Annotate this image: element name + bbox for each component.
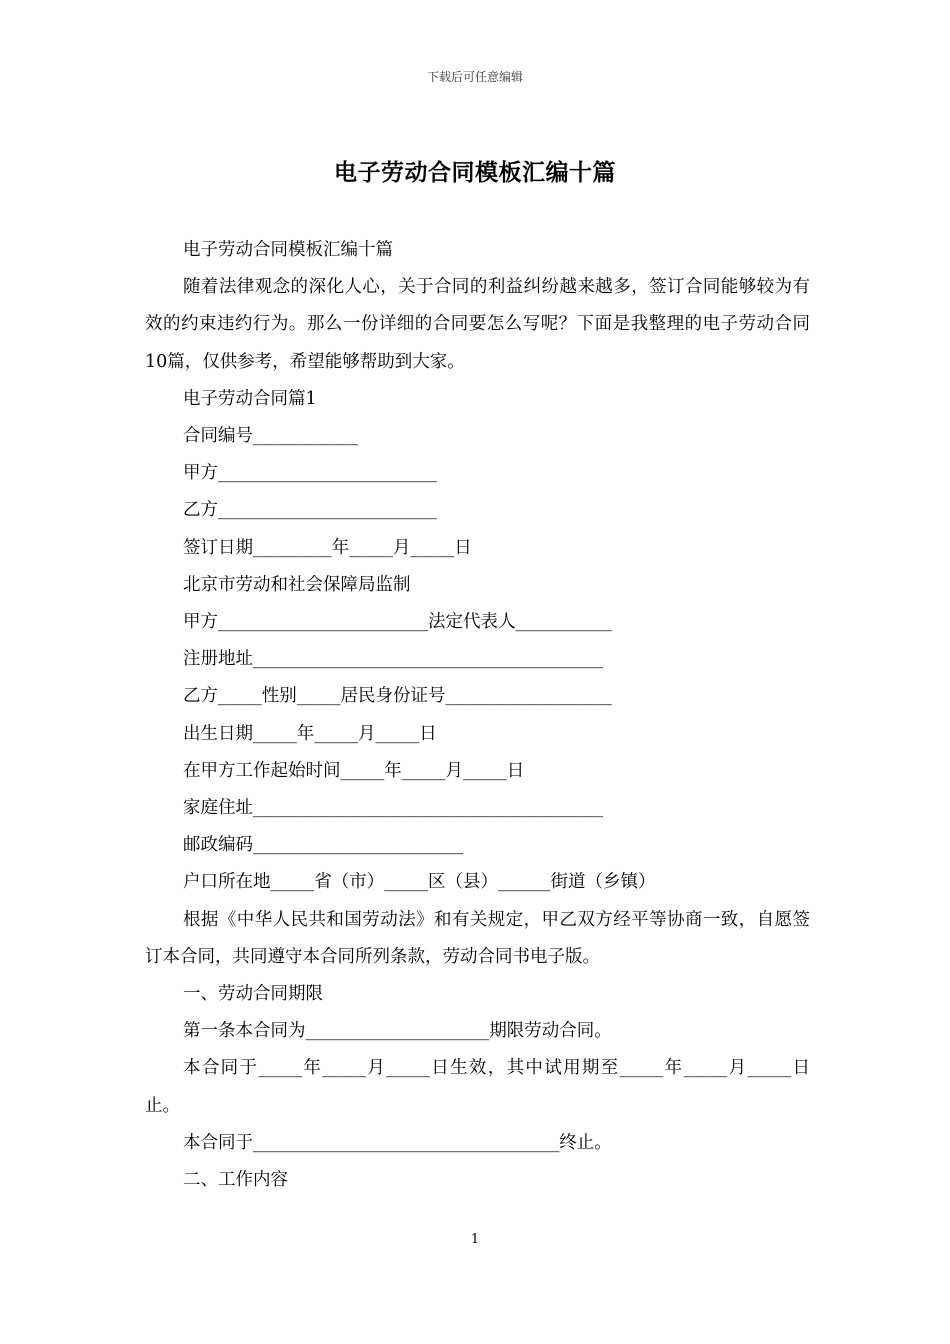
document-body: [145, 232, 810, 1199]
clause-termination: 本合同于___________________________________终止。: [183, 1132, 612, 1153]
field-household-registration: 户口所在地_____省（市）_____区（县）______街道（乡镇）: [183, 872, 656, 893]
paragraph-legal-basis: 根据《中华人民共和国劳动法》和有关规定，甲乙双方经平等协商一致，自愿签订本合同，共同遵守本合同所列条款，劳动合同书电子版。: [145, 909, 810, 967]
field-party-b-details: 乙方_____性别_____居民身份证号___________________: [183, 686, 612, 707]
document-title: 电子劳动合同模板汇编十篇: [334, 159, 616, 186]
field-start-date: 在甲方工作起始时间_____年_____月_____日: [183, 760, 525, 781]
field-party-a: 甲方_________________________: [183, 463, 437, 484]
field-party-b: 乙方_________________________: [183, 500, 437, 521]
paragraph-section-heading: 电子劳动合同篇1: [183, 388, 317, 409]
clause-article-1: 第一条本合同为_____________________期限劳动合同。: [183, 1021, 612, 1042]
paragraph-subtitle: 电子劳动合同模板汇编十篇: [183, 240, 393, 260]
heading-work-content: 二、工作内容: [183, 1170, 288, 1191]
field-contract-number: 合同编号____________: [183, 426, 358, 447]
field-registered-address: 注册地址________________________________________: [183, 649, 603, 670]
field-signing-date: 签订日期_________年_____月_____日: [183, 537, 472, 558]
field-home-address: 家庭住址________________________________________: [183, 798, 603, 819]
heading-contract-term: 一、劳动合同期限: [183, 984, 323, 1005]
paragraph-intro: 随着法律观念的深化人心，关于合同的利益纠纷越来越多，签订合同能够较为有效的约束违约行为。那么一份详细的合同要怎么写呢？下面是我整理的电子劳动合同10篇，仅供参考，希望能够帮助到大家。: [145, 277, 810, 372]
field-birth-date: 出生日期_____年_____月_____日: [183, 723, 437, 744]
page-number: 1: [470, 1232, 480, 1247]
clause-effective-date: 本合同于_____年_____月_____日生效，其中试用期至_____年_____月_____日止。: [145, 1058, 810, 1116]
field-postal-code: 邮政编码________________________: [183, 835, 463, 856]
paragraph-supervisor: 北京市劳动和社会保障局监制: [183, 574, 411, 595]
field-party-a-representative: 甲方________________________法定代表人___________: [183, 612, 612, 633]
header-note: 下载后可任意编辑: [426, 70, 523, 84]
